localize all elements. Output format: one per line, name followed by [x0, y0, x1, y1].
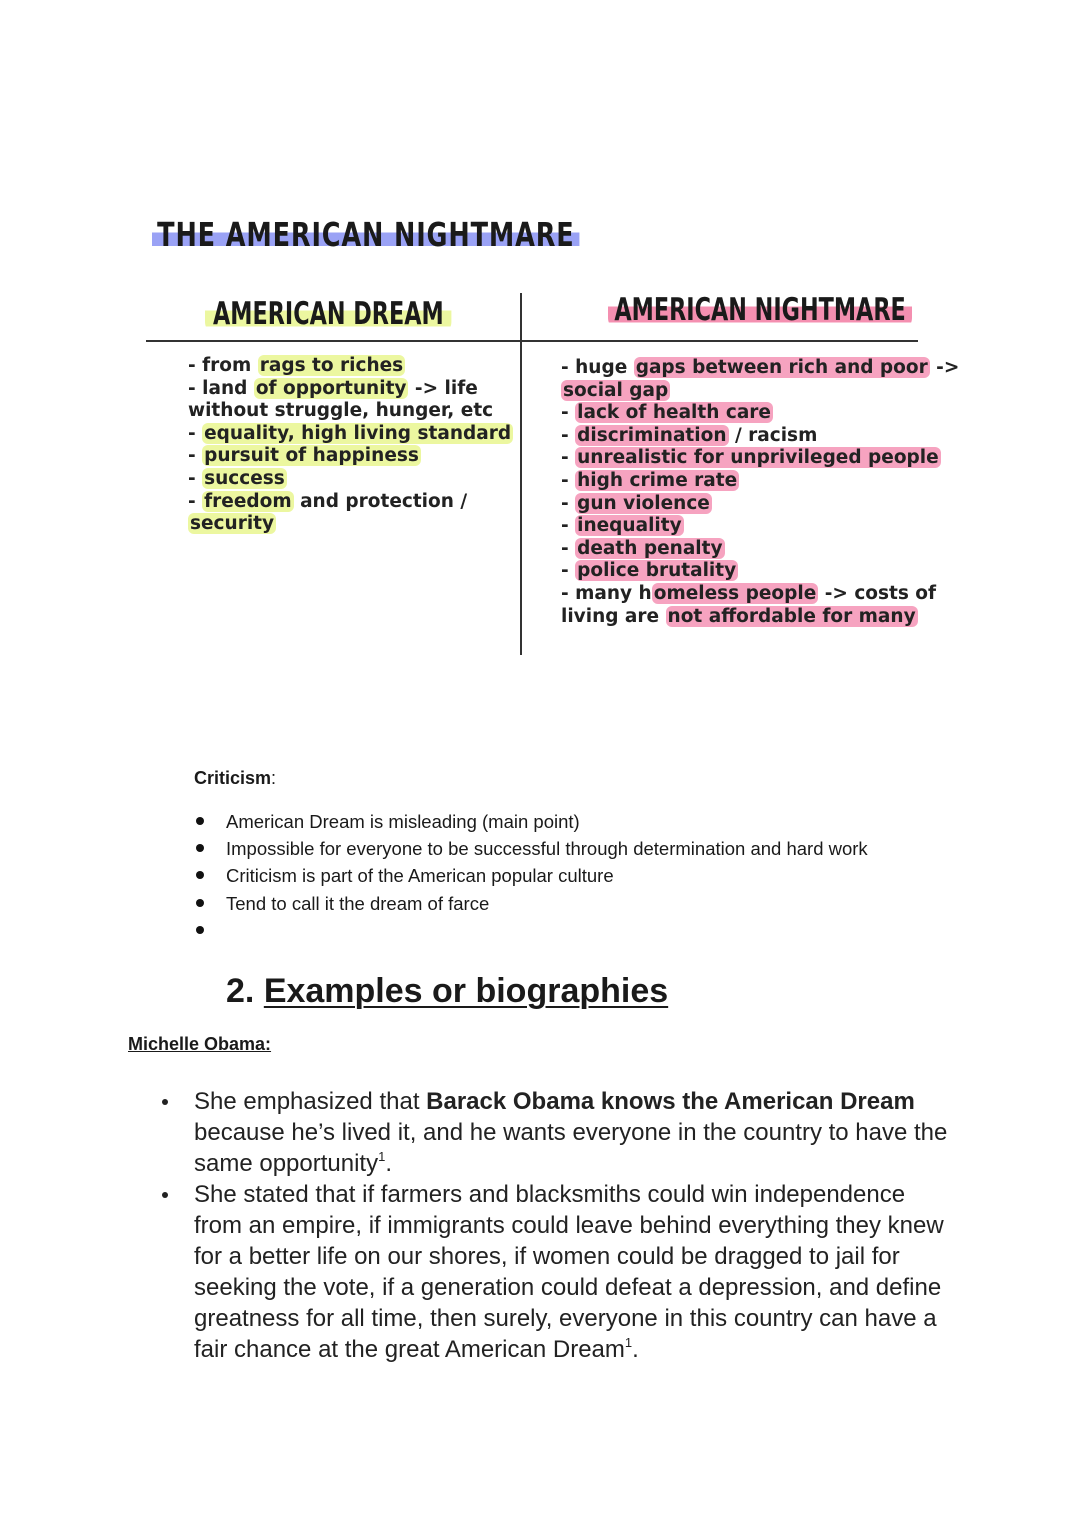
plain-text: living are	[561, 605, 666, 627]
plain-text: -	[561, 424, 576, 446]
plain-text: and protection /	[293, 490, 468, 512]
highlighted-text: rags to riches	[259, 355, 404, 376]
list-item	[188, 355, 513, 378]
highlighted-text: police brutality	[577, 560, 737, 582]
highlighted-text: death penalty	[577, 537, 723, 559]
list-item	[188, 491, 513, 514]
highlighted-text: omeless people	[653, 582, 817, 604]
list-item	[194, 917, 868, 944]
plain-text: -	[561, 537, 576, 559]
list-item	[561, 425, 959, 448]
highlighted-text: equality, high living standard	[204, 422, 512, 444]
list-item: Criticism is part of the American popular culture	[194, 862, 868, 889]
page-title	[152, 215, 580, 254]
plain-text: - from	[188, 355, 258, 376]
list-item	[188, 513, 513, 536]
plain-text: -	[188, 490, 203, 512]
list-item	[561, 538, 959, 561]
highlighted-text: unrealistic for unprivileged people	[577, 447, 939, 469]
list-item	[561, 380, 959, 403]
paragraph-bullet-1	[194, 1086, 954, 1179]
highlighted-text: security	[190, 513, 275, 535]
highlighted-text: success	[204, 467, 285, 489]
plain-text: ->	[929, 357, 960, 378]
section-heading	[226, 972, 668, 1011]
list-item	[561, 493, 959, 516]
criticism-heading	[194, 768, 276, 789]
plain-text: - land	[188, 377, 254, 399]
list-item: American Dream is misleading (main point)	[194, 808, 868, 835]
plain-text: -	[188, 422, 203, 444]
list-item	[561, 606, 959, 629]
dream-column-header	[205, 296, 452, 332]
plain-text: -	[561, 492, 576, 514]
plain-text: / racism	[728, 424, 818, 446]
dream-header-text: AMERICAN DREAM	[205, 296, 452, 332]
highlighted-text: gun violence	[577, 492, 710, 514]
plain-text: without struggle, hunger, etc	[188, 400, 494, 422]
list-item	[561, 583, 959, 606]
nightmare-header-text: AMERICAN NIGHTMARE	[608, 292, 912, 328]
list-item	[561, 357, 959, 380]
criticism-colon: :	[271, 768, 277, 788]
plain-text: - many h	[561, 582, 652, 604]
footnote-ref: 1	[378, 1149, 386, 1164]
table-horizontal-divider	[146, 340, 918, 342]
p1-period: .	[385, 1150, 393, 1177]
list-item	[561, 402, 959, 425]
p2-period: .	[632, 1336, 639, 1363]
nightmare-column-header	[608, 292, 912, 328]
paragraph-bullet-2	[194, 1179, 954, 1365]
p1-text-start: She emphasized that	[194, 1088, 427, 1115]
list-item	[188, 400, 513, 423]
list-item	[561, 470, 959, 493]
highlighted-text: social gap	[563, 379, 669, 401]
list-item	[188, 445, 513, 468]
list-item: Tend to call it the dream of farce	[194, 890, 868, 917]
plain-text: -	[561, 515, 576, 537]
footnote-ref: 1	[624, 1335, 633, 1350]
plain-text: -> life	[408, 377, 478, 399]
highlighted-text: inequality	[577, 515, 682, 537]
table-vertical-divider	[520, 293, 522, 655]
highlighted-text: high crime rate	[577, 469, 738, 491]
criticism-label: Criticism	[194, 768, 272, 788]
plain-text: -	[188, 445, 203, 467]
list-item: Impossible for everyone to be successful through determination and hard work	[194, 835, 868, 862]
plain-text: -	[561, 402, 576, 424]
plain-text: -	[561, 469, 576, 491]
person-heading: Michelle Obama:	[128, 1034, 272, 1054]
p1-text-end: because he’s lived it, and he wants everyone in the country to have the same opportunity	[194, 1119, 948, 1177]
section-title: Examples or biographies	[263, 972, 669, 1010]
plain-text: -	[561, 447, 576, 469]
nightmare-list	[561, 357, 959, 628]
criticism-list	[194, 808, 868, 944]
highlighted-text: gaps between rich and poor	[635, 357, 928, 378]
list-item	[561, 515, 959, 538]
highlighted-text: of opportunity	[255, 377, 407, 399]
highlighted-text: lack of health care	[577, 402, 771, 424]
p1-bold-text: Barack Obama knows the American Dream	[426, 1088, 915, 1115]
plain-text: - huge	[561, 357, 634, 378]
plain-text: -> costs of	[818, 582, 937, 604]
highlighted-text: freedom	[204, 490, 292, 512]
page-title-text: THE AMERICAN NIGHTMARE	[152, 215, 580, 254]
p2-text: She stated that if farmers and blacksmiths could win independence from an empire, if immigrants could leave behind everything they knew for a better life on our shores, if women could be dragged to jail for seeking the vote, if a generation could defeat a depression, and define greatness for all time, then surely, everyone in this country can have a fair chance at the great American Dream	[194, 1181, 944, 1363]
highlighted-text: discrimination	[577, 424, 727, 446]
section-number: 2.	[226, 972, 255, 1010]
list-item	[561, 560, 959, 583]
plain-text: -	[561, 560, 576, 582]
dream-list	[188, 355, 513, 536]
list-item	[188, 468, 513, 491]
list-item	[188, 423, 513, 446]
highlighted-text: pursuit of happiness	[204, 445, 419, 467]
highlighted-text: not affordable for many	[667, 605, 916, 627]
list-item	[561, 447, 959, 470]
plain-text: -	[188, 467, 203, 489]
list-item	[188, 378, 513, 401]
